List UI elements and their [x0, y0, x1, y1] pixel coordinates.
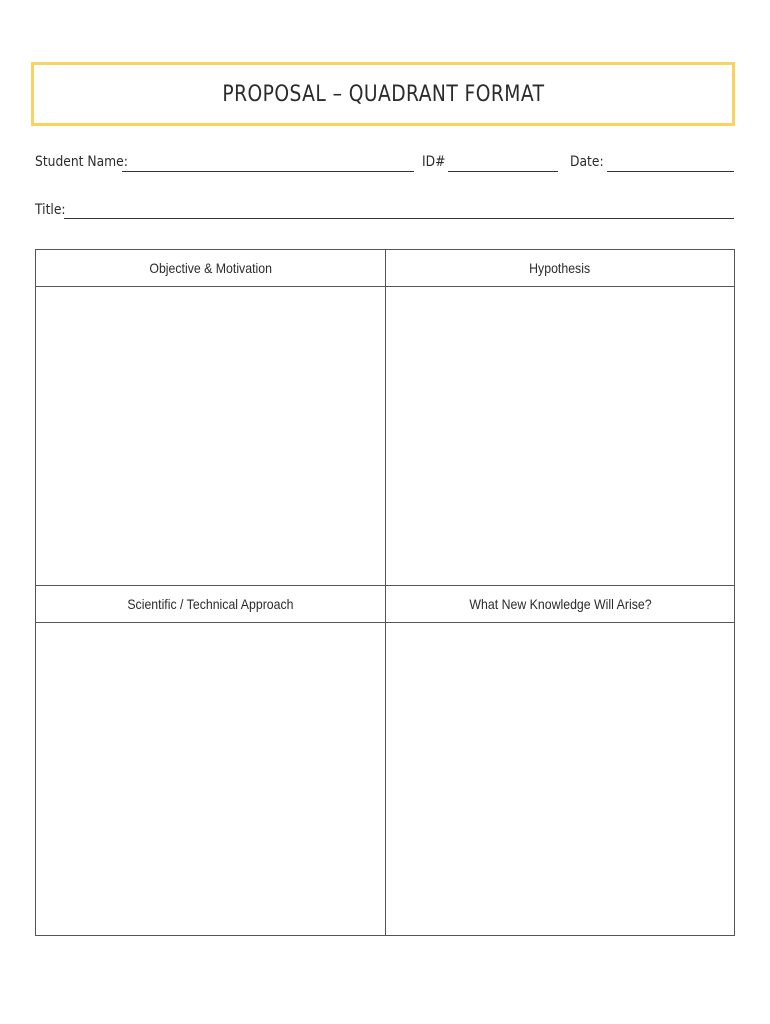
quadrant-label-approach: Scientific / Technical Approach — [127, 596, 294, 612]
date-label: Date: — [570, 154, 604, 170]
quadrant-label-knowledge: What New Knowledge Will Arise? — [468, 596, 652, 612]
quadrant-header-knowledge — [386, 586, 734, 623]
id-field[interactable] — [448, 171, 558, 172]
quadrant-header-approach — [36, 586, 385, 623]
quadrant-area-approach[interactable] — [36, 623, 385, 935]
quadrant-label-hypothesis: Hypothesis — [529, 260, 591, 276]
quadrant-header-objective — [36, 250, 385, 287]
document-title: PROPOSAL – QUADRANT FORMAT — [221, 81, 545, 107]
student-name-label: Student Name: — [35, 154, 128, 170]
student-name-field[interactable] — [122, 171, 414, 172]
quadrant-area-hypothesis[interactable] — [386, 287, 734, 585]
date-field[interactable] — [607, 171, 734, 172]
quadrant-header-hypothesis — [386, 250, 734, 287]
document-title-box — [31, 62, 735, 126]
quadrant-area-objective[interactable] — [36, 287, 385, 585]
id-label: ID# — [422, 154, 446, 170]
quadrant-area-knowledge[interactable] — [386, 623, 734, 935]
quadrant-table — [35, 249, 735, 936]
quadrant-label-objective: Objective & Motivation — [149, 260, 272, 276]
title-field[interactable] — [64, 218, 734, 219]
title-label: Title: — [35, 202, 66, 218]
